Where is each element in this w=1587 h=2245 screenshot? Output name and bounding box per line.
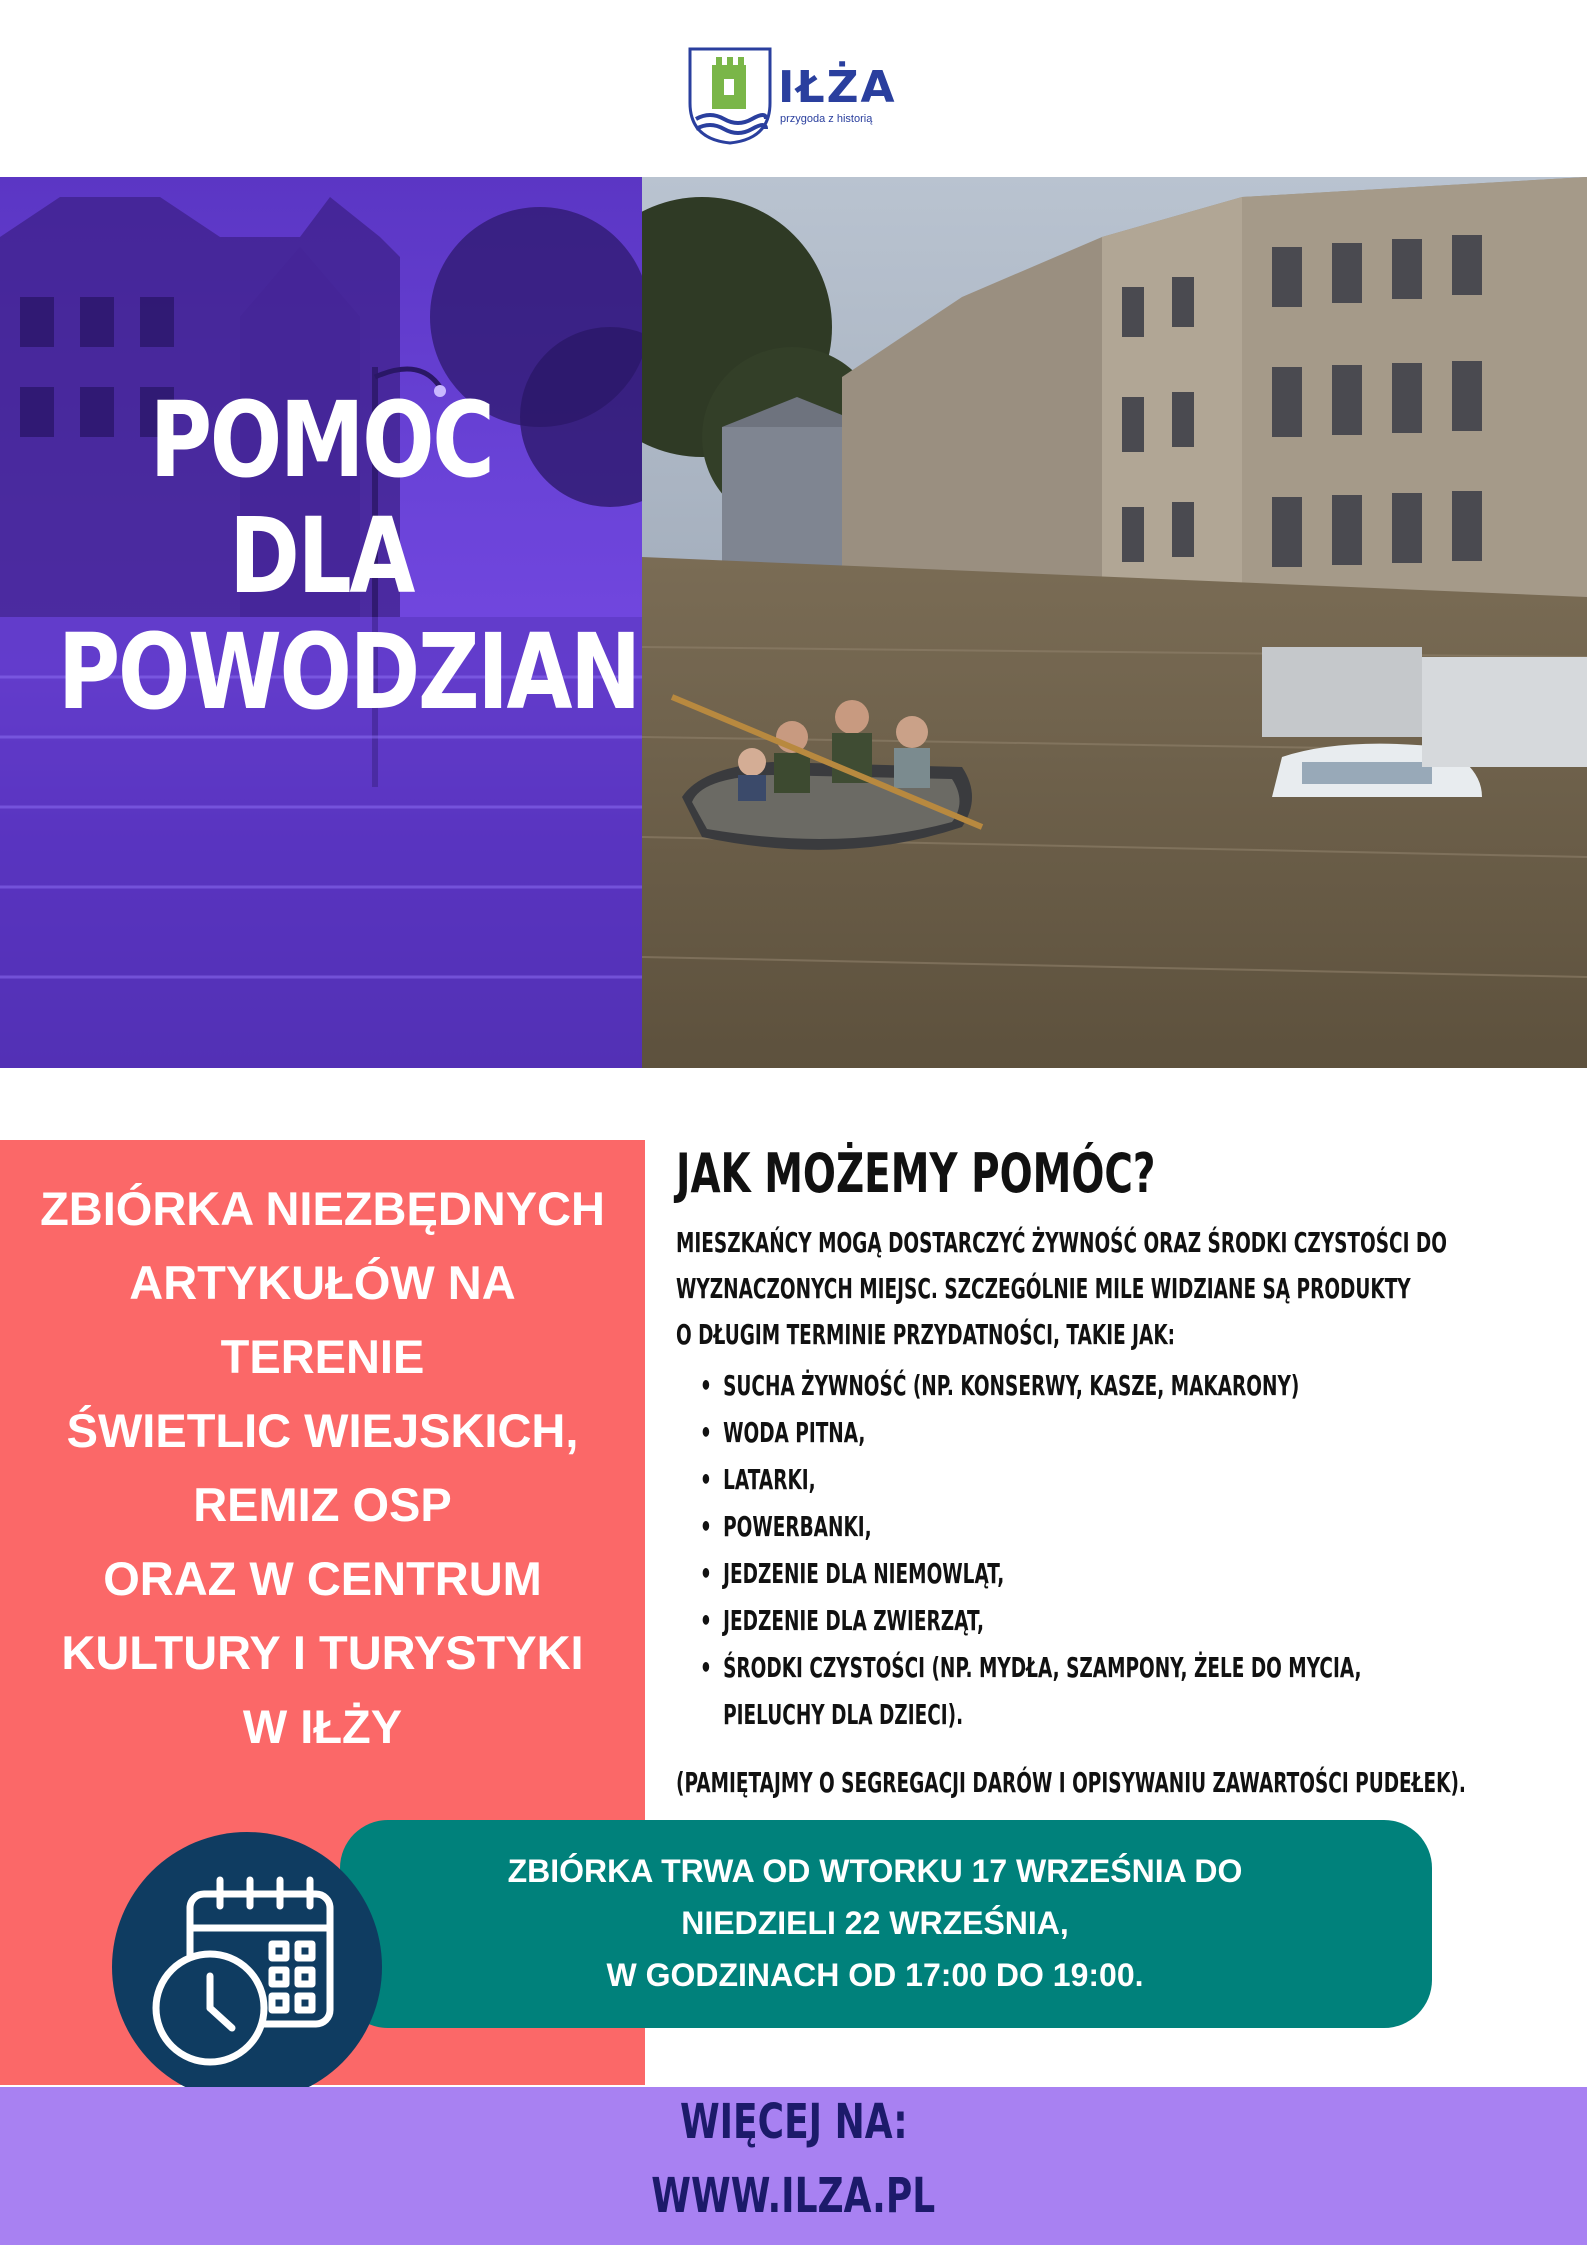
list-item: • LATARKI, — [700, 1456, 1362, 1503]
list-item: • JEDZENIE DLA ZWIERZĄT, — [700, 1597, 1362, 1644]
list-item-continuation: PIELUCHY DLA DZIECI). — [723, 1698, 964, 1731]
collection-dates-text: ZBIÓRKA TRWA OD WTORKU 17 WRZEŚNIA DO NIEDZIELI 22 WRZEŚNIA, W GODZINACH OD 17:00 DO 19:00. — [507, 1853, 1243, 1993]
list-item: • SUCHA ŻYWNOŚĆ (NP. KONSERWY, KASZE, MAKARONY) — [700, 1362, 1362, 1409]
list-item: • WODA PITNA, — [700, 1409, 1362, 1456]
list-item: • JEDZENIE DLA NIEMOWLĄT, — [700, 1550, 1362, 1597]
footer-website-link[interactable]: WWW.ILZA.PL — [651, 2168, 936, 2224]
list-item: • ŚRODKI CZYSTOŚCI (NP. MYDŁA, SZAMPONY, ŻELE DO MYCIA, — [700, 1644, 1362, 1691]
hero-title: POMOC DLA POWODZIAN — [57, 379, 639, 733]
logo-wordmark: IŁŻA — [778, 62, 897, 113]
footer-label: WIĘCEJ NA: — [679, 2094, 908, 2150]
hero-flood-rescue-boat-photo — [642, 177, 1587, 1068]
collection-locations-text: ZBIÓRKA NIEZBĘDNYCH ARTYKUŁÓW NA TERENIE ŚWIETLIC WIEJSKICH, REMIZ OSP ORAZ W CENTRUM KULTURY I TURYSTYKI W IŁŻY — [40, 1182, 605, 1753]
calendar-clock-icon — [112, 1832, 382, 2102]
how-we-can-help-heading: JAK MOŻEMY POMÓC? — [676, 1142, 1156, 1205]
donation-items-list — [700, 1362, 1362, 1738]
help-intro-paragraph: MIESZKAŃCY MOGĄ DOSTARCZYĆ ŻYWNOŚĆ ORAZ ŚRODKI CZYSTOŚCI DO WYZNACZONYCH MIEJSC. SZCZEGÓLNIE MILE WIDZIANE SĄ PRODUKTY O DŁUGIM TERMINIE PRZYDATNOŚCI, TAKIE JAK: — [676, 1226, 1447, 1351]
segregation-reminder: (PAMIĘTAJMY O SEGREGACJI DARÓW I OPISYWANIU ZAWARTOŚCI PUDEŁEK). — [676, 1766, 1466, 1799]
list-item: • POWERBANKI, — [700, 1503, 1362, 1550]
logo-tagline: przygoda z historią — [780, 113, 873, 125]
